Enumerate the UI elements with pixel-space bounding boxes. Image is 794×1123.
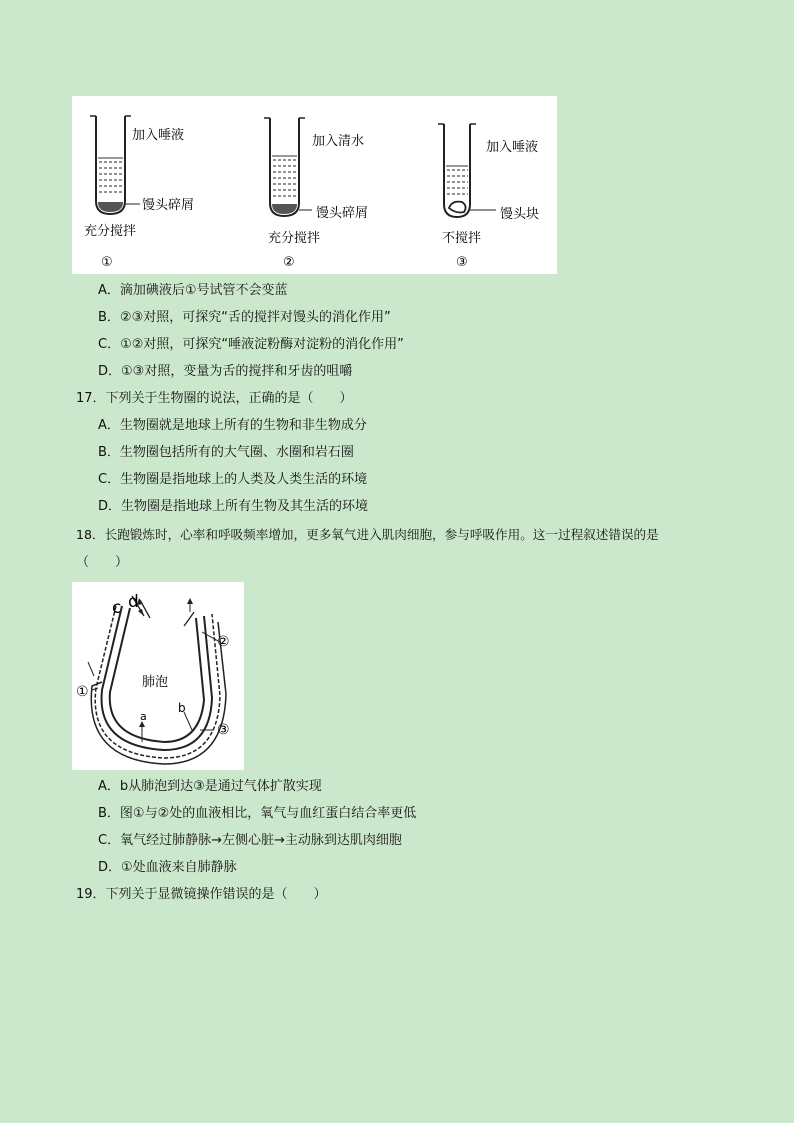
tube2-label-bottom: 充分搅拌 — [268, 231, 321, 246]
test-tube-3 — [438, 124, 496, 217]
label-a: a — [140, 710, 147, 723]
tube2-label-top: 加入清水 — [312, 134, 365, 149]
q16-option-a: A．滴加碘液后①号试管不会变蓝 — [98, 283, 288, 298]
q17-option-c: C．生物圈是指地球上的人类及人类生活的环境 — [98, 472, 368, 487]
tube1-label-top: 加入唾液 — [132, 128, 185, 143]
q17-option-a: A．生物圈就是地球上所有的生物和非生物成分 — [98, 418, 367, 433]
q18-option-b: B．图①与②处的血液相比，氧气与血红蛋白结合率更低 — [98, 806, 417, 821]
label-b: b — [178, 701, 186, 715]
q18-option-d: D．①处血液来自肺静脉 — [98, 860, 237, 875]
q19-stem: 19．下列关于显微镜操作错误的是（ ） — [76, 887, 327, 902]
alveolus-figure — [72, 582, 244, 770]
tube3-label-top: 加入唾液 — [486, 140, 539, 155]
tube3-number: ③ — [456, 255, 468, 270]
q16-option-d: D．①③对照，变量为舌的搅拌和牙齿的咀嚼 — [98, 364, 353, 379]
q16-option-b: B．②③对照，可探究“舌的搅拌对馒头的消化作用” — [98, 310, 391, 325]
q18-option-c: C．氧气经过肺静脉→左侧心脏→主动脉到达肌肉细胞 — [98, 833, 402, 848]
label-num3: ③ — [217, 722, 230, 738]
label-c: c — [112, 598, 122, 618]
tube2-number: ② — [283, 255, 295, 270]
q18-option-a: A．b从肺泡到达③是通过气体扩散实现 — [98, 779, 322, 794]
tube1-label-bottom: 充分搅拌 — [84, 224, 137, 239]
q16-option-c: C．①②对照，可探究“唾液淀粉酶对淀粉的消化作用” — [98, 337, 404, 352]
label-d: d — [128, 592, 139, 612]
tube2-label-side: 馒头碎屑 — [316, 206, 369, 221]
q18-stem: 18．长跑锻炼时，心率和呼吸频率增加，更多氧气进入肌肉细胞，参与呼吸作用。这一过程叙述错误的是 — [76, 527, 659, 542]
tube3-label-side: 馒头块 — [500, 207, 540, 222]
q17-option-d: D．生物圈是指地球上所有生物及其生活的环境 — [98, 499, 369, 514]
q18-stem-paren: （ ） — [76, 555, 129, 570]
tube1-number: ① — [101, 255, 113, 270]
q17-option-b: B．生物圈包括所有的大气圈、水圈和岩石圈 — [98, 445, 354, 460]
tube3-label-bottom: 不搅拌 — [442, 231, 482, 246]
alveolus-diagram — [72, 582, 244, 770]
test-tube-2 — [264, 118, 312, 216]
q17-stem: 17．下列关于生物圈的说法，正确的是（ ） — [76, 391, 353, 406]
test-tube-diagram — [72, 96, 557, 274]
alveolus-label: 肺泡 — [142, 675, 169, 690]
test-tube-figure — [72, 96, 557, 274]
label-num2: ② — [217, 634, 230, 650]
label-num1: ① — [76, 684, 89, 700]
tube1-label-side: 馒头碎屑 — [142, 198, 195, 213]
